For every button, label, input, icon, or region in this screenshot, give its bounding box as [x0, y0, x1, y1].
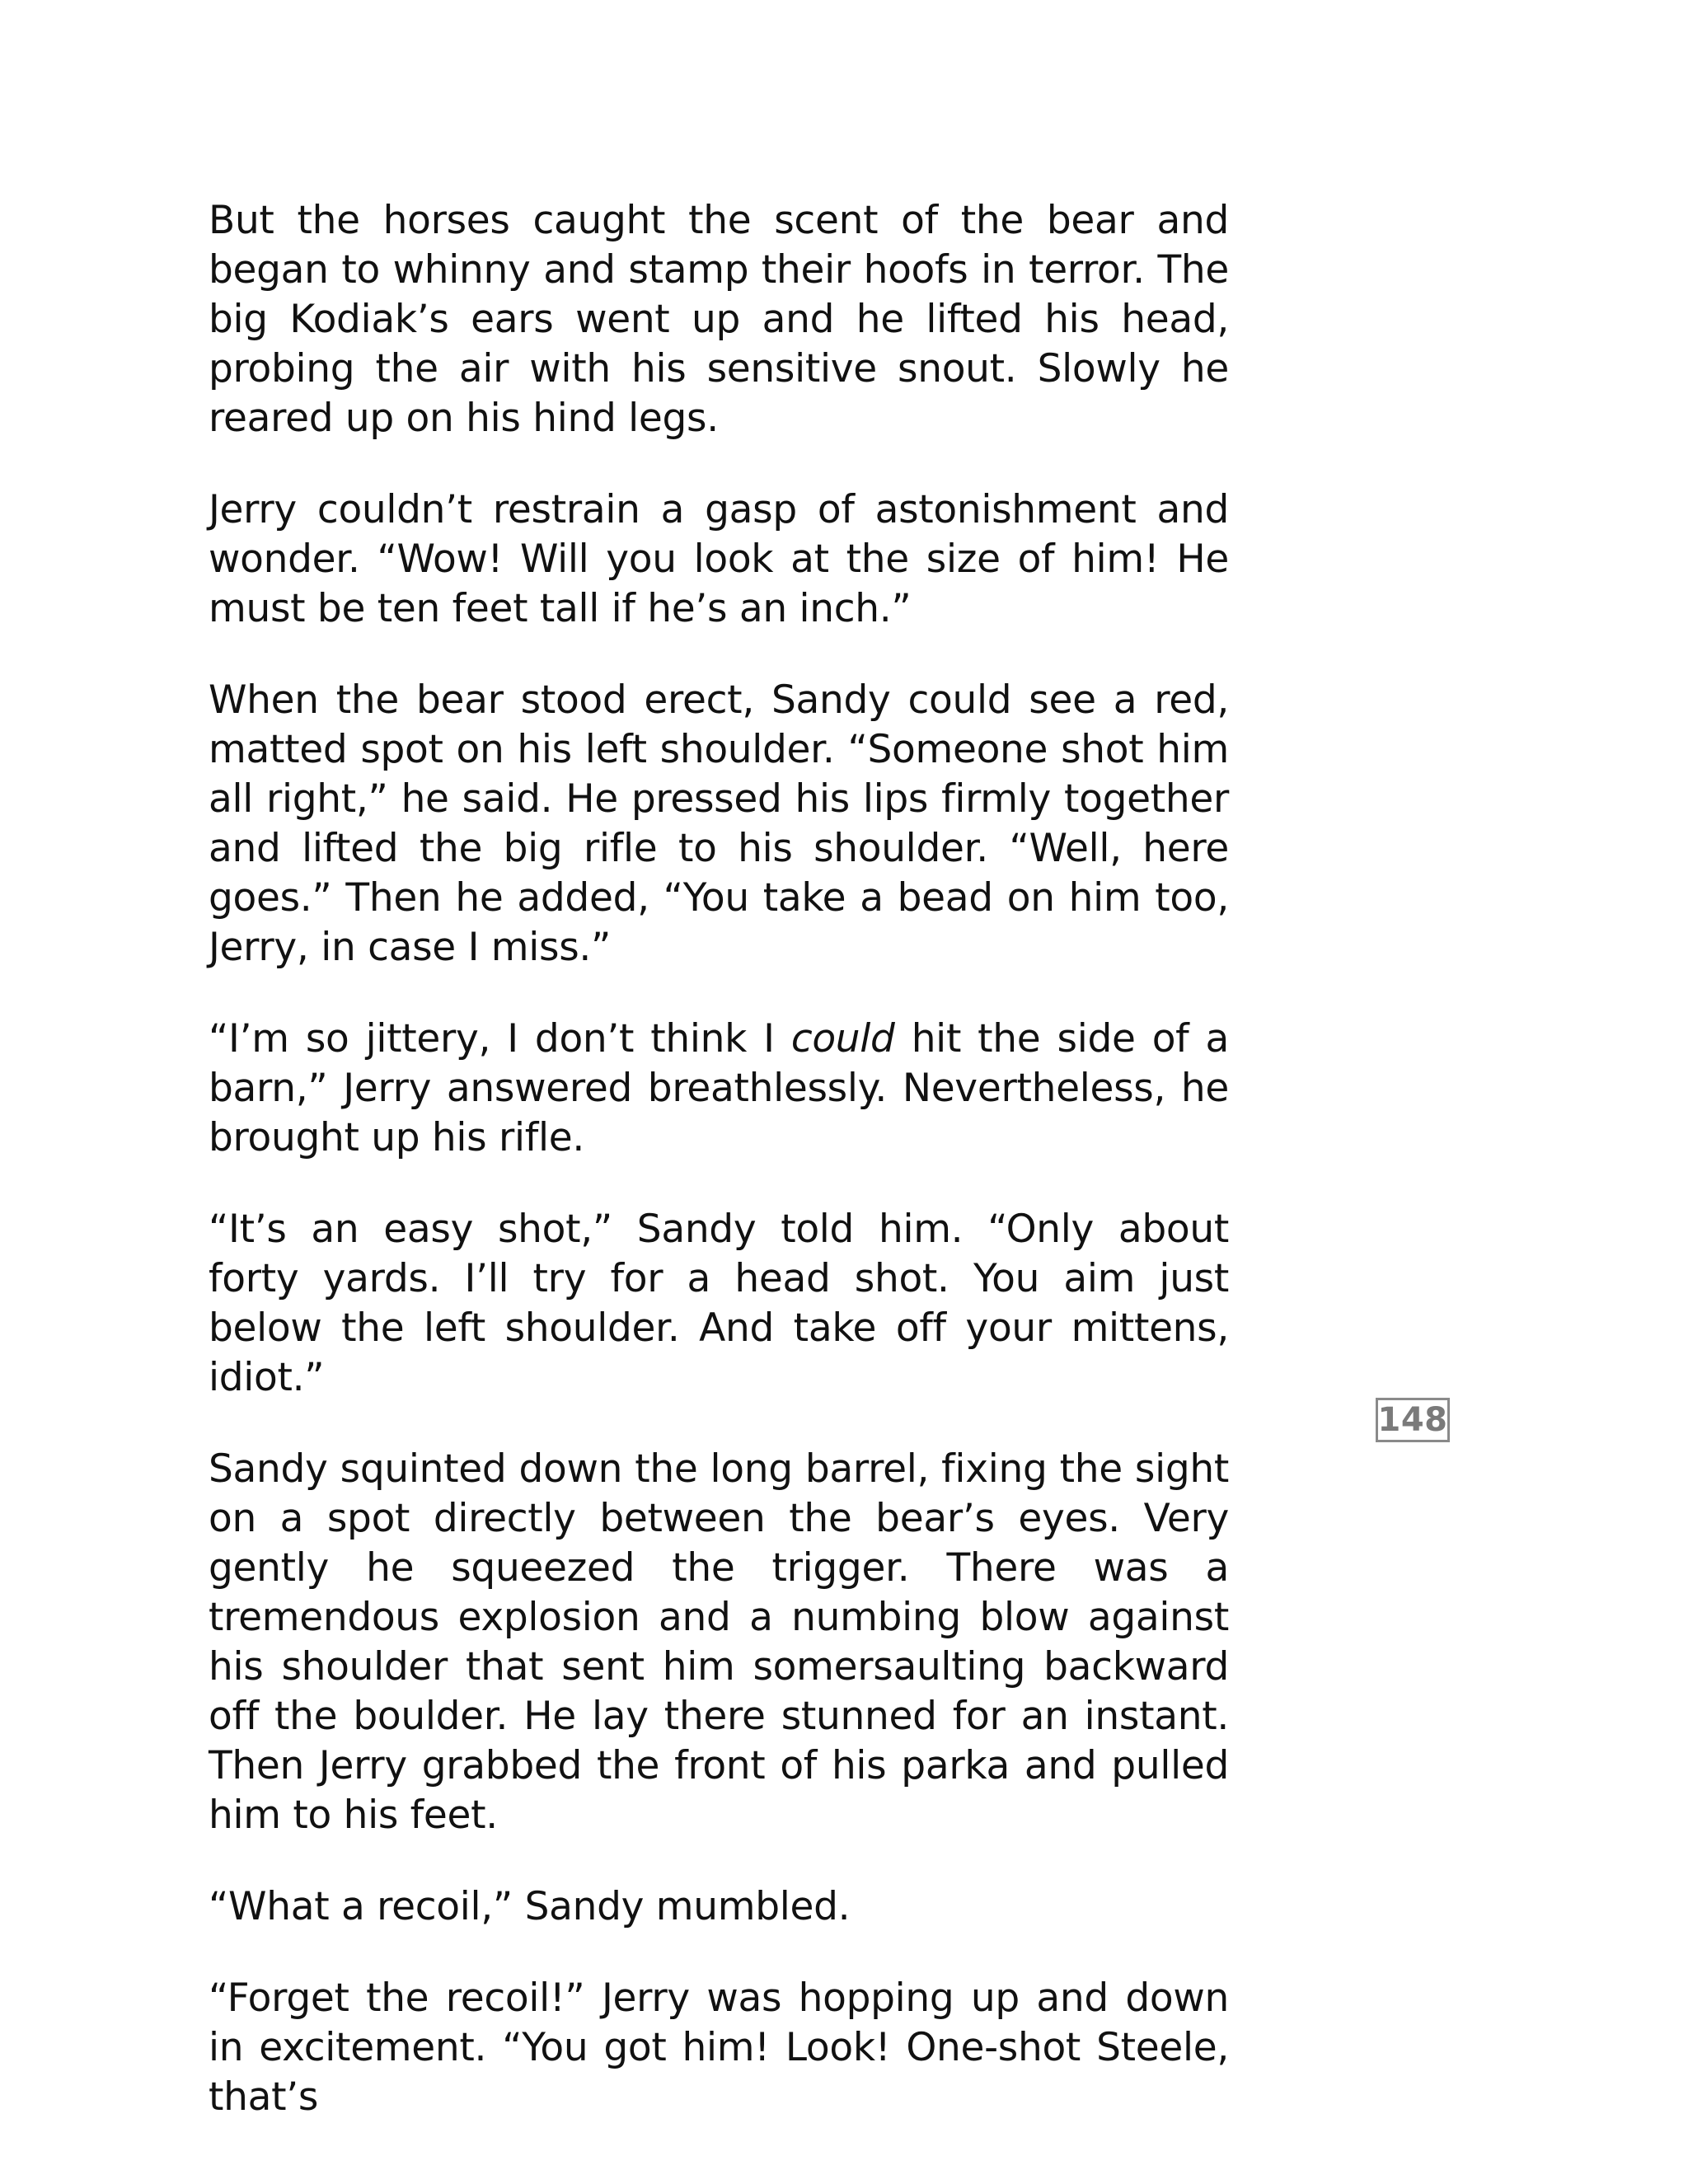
paragraph-1: But the horses caught the scent of the bear and began to whinny and stamp their hoofs in terror. The big Kodiak’s ears went up and he lifted his head, probing the air with his sensitive snout. Slowly he reared up on his hind legs.: [209, 198, 1229, 441]
paragraph-7: “What a recoil,” Sandy mumbled.: [209, 1884, 851, 1929]
paragraph-4: [209, 1015, 1229, 1163]
page-body: [209, 196, 1229, 2122]
paragraph-2: Jerry couldn’t restrain a gasp of astonishment and wonder. “Wow! Will you look at the size of him! He must be ten feet tall if he’s an inch.”: [209, 487, 1229, 631]
paragraph-4-after: hit the side of a barn,” Jerry answered breathlessly. Nevertheless, he brought up his rifle.: [209, 1016, 1230, 1160]
paragraph-5: “It’s an easy shot,” Sandy told him. “Only about forty yards. I’ll try for a head shot. You aim just below the left shoulder. And take off your mittens, idiot.”: [209, 1207, 1229, 1400]
paragraph-8: “Forget the recoil!” Jerry was hopping up and down in excitement. “You got him! Look! One-shot Steele, that’s: [209, 1975, 1229, 2120]
page-number-badge: 148: [1376, 1398, 1450, 1442]
paragraph-3: When the bear stood erect, Sandy could see a red, matted spot on his left shoulder. “Someone shot him all right,” he said. He pressed his lips firmly together and lifted the big rifle to his shoulder. “Well, here goes.” Then he added, “You take a bead on him too, Jerry, in case I miss.”: [209, 677, 1229, 970]
paragraph-4-emphasis: could: [790, 1016, 895, 1062]
paragraph-6: Sandy squinted down the long barrel, fixing the sight on a spot directly between the bear’s eyes. Very gently he squeezed the trigger. There was a tremendous explosion and a numbing blow against his shoulder that sent him somersaulting backward off the boulder. He lay there stunned for an instant. Then Jerry grabbed the front of his parka and pulled him to his feet.: [209, 1446, 1229, 1838]
paragraph-4-before: “I’m so jittery, I don’t think I: [209, 1016, 791, 1062]
